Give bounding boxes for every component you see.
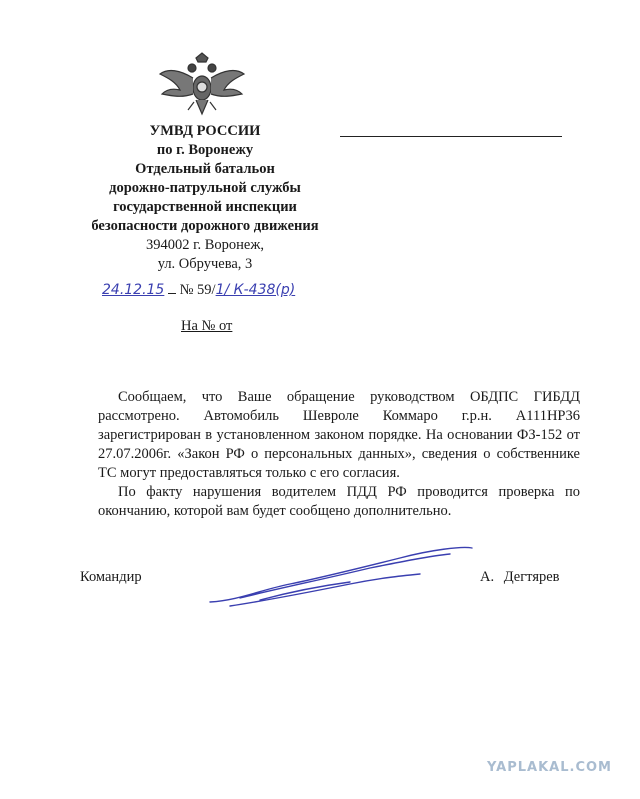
address-line: 394002 г. Воронеж,: [146, 237, 264, 253]
addressee-blank-line: [340, 136, 562, 137]
body-paragraph: Сообщаем, что Ваше обращение руководством ОБДПС ГИБДД рассмотрено. Автомобиль Шевроле Коммаро г.р.н. А111НР36 зарегистрирован в установленном законом порядке. На основании ФЗ-152 от 27.07.2006г. «Закон РФ о персональных данных», сведения о собственнике ТС могут предоставляться только с его согласия.: [98, 389, 580, 481]
handwritten-number: 1/ К-438(р): [215, 282, 296, 298]
org-line: Отдельный батальон: [135, 161, 275, 177]
handwritten-date: 24.12.15: [102, 282, 165, 298]
registration-number-prefix: № 59/: [179, 282, 216, 298]
body-paragraph: По факту нарушения водителем ПДД РФ проводится проверка по окончанию, которой вам будет сообщено дополнительно.: [98, 484, 580, 519]
address-line: ул. Обручева, 3: [157, 256, 253, 272]
org-line: по г. Воронежу: [156, 142, 254, 158]
org-line: государственной инспекции: [113, 199, 297, 215]
site-watermark: YAPLAKAL.COM: [487, 760, 612, 775]
org-line: дорожно-патрульной службы: [109, 180, 301, 196]
reply-reference: На № от: [181, 318, 233, 334]
sender-header: [80, 122, 330, 274]
signer-title: Командир: [80, 569, 142, 585]
letter-body: [98, 388, 580, 521]
signer-name: А. Дегтярев: [480, 569, 560, 585]
eagle-emblem-icon: [158, 52, 246, 122]
handwritten-signature-icon: [200, 540, 480, 620]
org-line: УМВД РОССИИ: [149, 123, 261, 139]
registration-line: [102, 282, 295, 299]
org-line: безопасности дорожного движения: [91, 218, 319, 234]
